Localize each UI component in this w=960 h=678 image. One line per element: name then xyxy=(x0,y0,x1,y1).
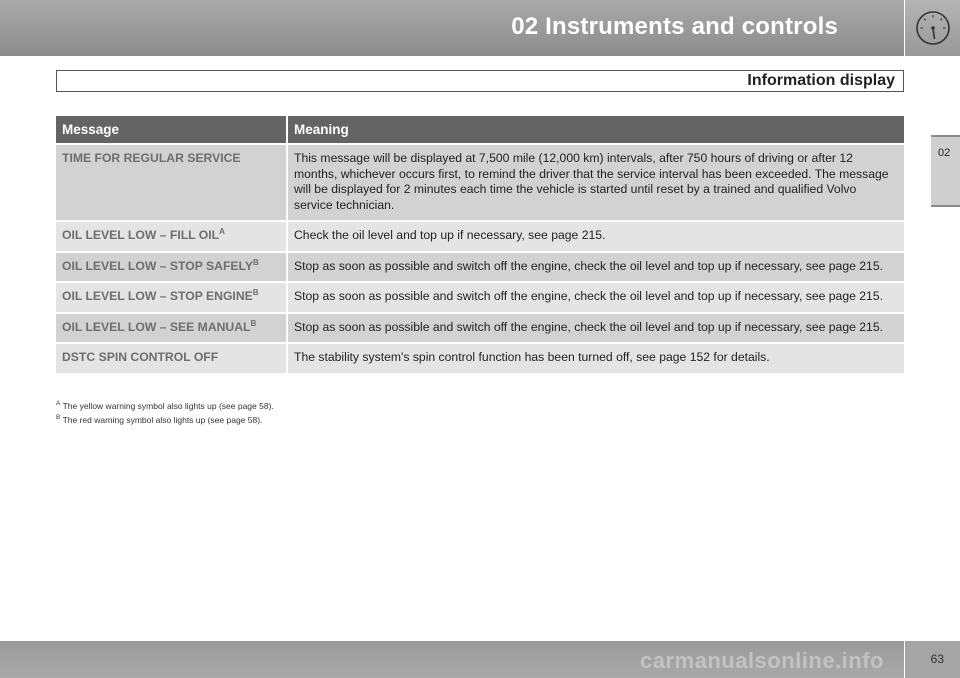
chapter-side-tab xyxy=(931,135,960,207)
page-number: 63 xyxy=(930,652,944,666)
footnote-a: $^A$ The yellow warning symbol also lights up (see page 58). xyxy=(56,400,274,411)
meaning-cell: Stop as soon as possible and switch off the engine, check the oil level and top up if necessary, see page 215. xyxy=(286,312,904,343)
meaning-cell: Stop as soon as possible and switch off the engine, check the oil level and top up if necessary, see page 215. xyxy=(286,251,904,282)
side-tab-label: 02 xyxy=(938,147,951,159)
chapter-icon-box xyxy=(905,0,960,56)
meaning-cell: This message will be displayed at 7,500 mile (12,000 km) intervals, after 750 hours of driving or after 12 months, whichever occurs first, to remind the driver that the service interval has been exceeded. The message will be displayed for 2 minutes each time the vehicle is started until reset by a trained and qualified Volvo service technician. xyxy=(286,143,904,220)
table-row xyxy=(56,312,904,343)
chapter-title: 02 Instruments and controls xyxy=(511,13,838,40)
header-bar xyxy=(0,0,904,56)
meaning-cell: The stability system's spin control function has been turned off, see page 152 for details. xyxy=(286,342,904,373)
table-header-row xyxy=(56,116,904,143)
table-row xyxy=(56,342,904,373)
watermark: carmanualsonline.info xyxy=(640,648,884,673)
message-cell: OIL LEVEL LOW – STOP $SAFELY^B$ xyxy=(56,251,286,282)
message-cell: OIL LEVEL LOW – SEE $MANUAL^B$ xyxy=(56,312,286,343)
message-cell: TIME FOR REGULAR SERVICE xyxy=(56,143,286,220)
message-cell: OIL LEVEL LOW – FILL $OIL^A$ xyxy=(56,220,286,251)
message-cell: OIL LEVEL LOW – STOP $ENGINE^B$ xyxy=(56,281,286,312)
meaning-cell: Check the oil level and top up if necessary, see page 215. xyxy=(286,220,904,251)
page-number-box xyxy=(905,641,960,678)
table-row xyxy=(56,281,904,312)
table-row xyxy=(56,220,904,251)
meaning-cell: Stop as soon as possible and switch off the engine, check the oil level and top up if necessary, see page 215. xyxy=(286,281,904,312)
message-table xyxy=(56,116,904,373)
table-row xyxy=(56,143,904,220)
footnote-b: $^B$ The red warning symbol also lights up (see page 58). xyxy=(56,413,263,425)
section-header xyxy=(56,70,904,92)
section-title: Information display xyxy=(747,72,895,89)
message-cell: DSTC SPIN CONTROL OFF xyxy=(56,342,286,373)
table-row xyxy=(56,251,904,282)
column-header-meaning: Meaning xyxy=(286,116,904,143)
gauge-icon xyxy=(914,9,952,47)
footnotes xyxy=(56,398,274,426)
column-header-message: Message xyxy=(56,116,286,143)
